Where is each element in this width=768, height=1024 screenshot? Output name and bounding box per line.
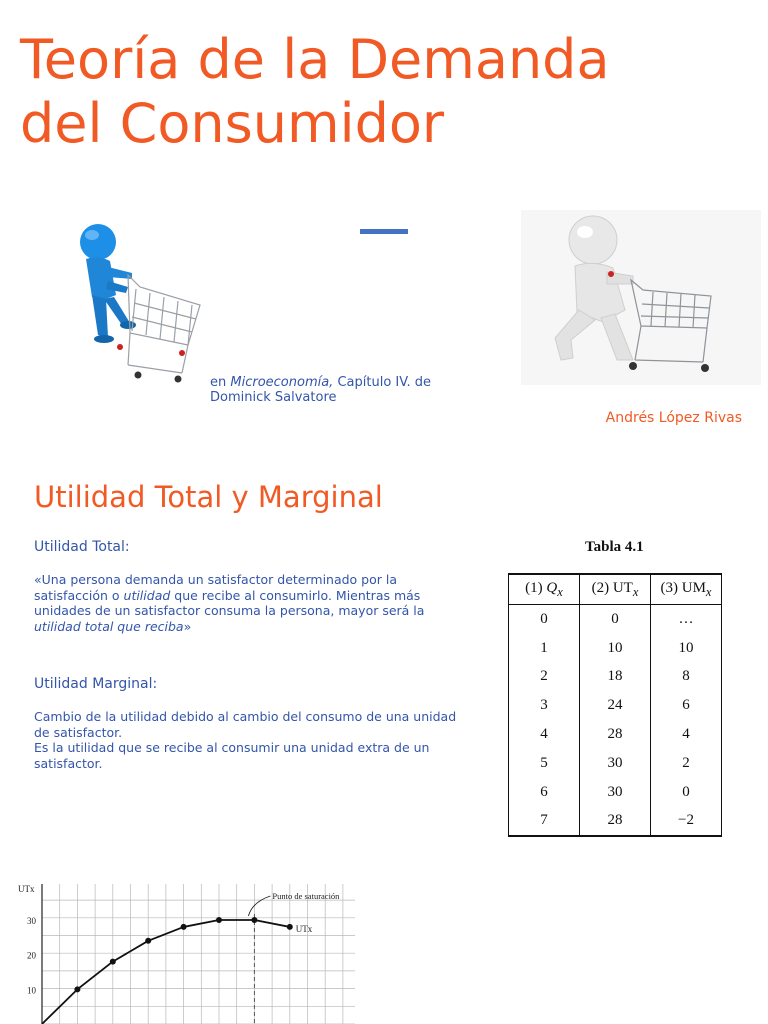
table-cell: 6 <box>651 691 722 720</box>
data-point <box>287 924 293 930</box>
credit-prefix: en <box>210 375 231 390</box>
table-cell: 10 <box>580 634 651 663</box>
total-utility-text <box>34 572 474 634</box>
marginal-text-2: Es la utilidad que se recibe al consumir una unidad extra de un satisfactor. <box>34 740 430 771</box>
total-text-c: » <box>183 618 192 634</box>
slide-title <box>20 28 610 156</box>
y-tick-label: 10 <box>27 985 36 996</box>
table-cell: 5 <box>509 749 580 778</box>
data-point <box>74 986 80 992</box>
author-name: Andrés López Rivas <box>605 410 742 426</box>
table-cell: 28 <box>580 807 651 837</box>
table-cell: 18 <box>580 663 651 692</box>
table-cell: … <box>651 605 722 634</box>
table-cell: 30 <box>580 749 651 778</box>
total-text-em2: utilidad total que reciba <box>34 618 184 634</box>
table-cell: 6 <box>509 778 580 807</box>
marginal-utility-label: Utilidad Marginal: <box>34 676 158 692</box>
section-title: Utilidad Total y Marginal <box>34 480 383 514</box>
annotation-leader <box>248 896 270 916</box>
table-header-row <box>509 574 722 605</box>
table-cell: 7 <box>509 807 580 837</box>
table-row <box>509 634 722 663</box>
table-cell: 0 <box>580 605 651 634</box>
credit-book-title: Microeconomía, <box>230 375 334 390</box>
credit-author: Dominick Salvatore <box>210 390 337 405</box>
y-tick-label: 30 <box>27 916 36 926</box>
table-cell: 0 <box>651 778 722 807</box>
data-point <box>181 924 187 930</box>
blue-shopper-figure-icon <box>70 215 210 385</box>
table-row <box>509 663 722 692</box>
total-utility-label: Utilidad Total: <box>34 539 130 555</box>
data-point <box>251 917 257 923</box>
table-cell: 4 <box>651 720 722 749</box>
table-cell: 8 <box>651 663 722 692</box>
table-cell: 2 <box>509 663 580 692</box>
y-axis-label: UTx <box>18 884 35 894</box>
table-cell: −2 <box>651 807 722 837</box>
header-umx <box>651 574 722 605</box>
header-qx-sub: x <box>557 584 563 599</box>
title-line-1: Teoría de la Demanda <box>20 28 610 91</box>
source-credit <box>210 375 431 405</box>
header-umx-sub: x <box>705 584 712 599</box>
data-point <box>216 917 222 923</box>
table-cell: 4 <box>509 720 580 749</box>
table-cell: 2 <box>651 749 722 778</box>
table-row <box>509 720 722 749</box>
table-cell: 28 <box>580 720 651 749</box>
y-tick-label: 20 <box>27 950 36 961</box>
total-utility-chart <box>10 876 360 1024</box>
header-utx <box>580 574 651 605</box>
table-cell: 0 <box>509 605 580 634</box>
utility-table <box>508 573 722 837</box>
table-cell: 10 <box>651 634 722 663</box>
header-qx <box>509 574 580 605</box>
header-qx-symbol: Q <box>546 579 558 596</box>
header-utx-sub: x <box>632 584 639 599</box>
table-row <box>509 807 722 837</box>
table-cell: 24 <box>580 691 651 720</box>
total-text-em: utilidad <box>123 587 171 603</box>
marginal-utility-text <box>34 709 474 771</box>
table-row <box>509 691 722 720</box>
annotation-label: Punto de saturación <box>272 891 340 901</box>
header-qx-pre: (1) <box>525 579 547 596</box>
table-caption: Tabla 4.1 <box>585 539 644 555</box>
table-cell: 30 <box>580 778 651 807</box>
header-umx-pre: (3) UM <box>660 579 706 596</box>
table-cell: 3 <box>509 691 580 720</box>
total-text-a: «Una persona demanda un satisfactor determinado por la satisfacción o <box>34 572 398 603</box>
white-shopper-figure-icon <box>521 210 761 385</box>
credit-rest: Capítulo IV. de <box>333 375 431 390</box>
title-dash-decoration <box>360 229 408 234</box>
table-row <box>509 778 722 807</box>
total-text-b: que recibe al consumirlo. Mientras más unidades de un satisfactor consuma la persona, mayor será la <box>34 587 425 618</box>
header-utx-pre: (2) UT <box>591 579 633 596</box>
table-cell: 1 <box>509 634 580 663</box>
data-point <box>145 938 151 944</box>
data-point <box>110 959 116 965</box>
table-row <box>509 749 722 778</box>
title-line-2: del Consumidor <box>20 92 445 155</box>
table-row <box>509 605 722 634</box>
series-label: UTx <box>295 923 313 934</box>
marginal-text-1: Cambio de la utilidad debido al cambio del consumo de una unidad de satisfactor. <box>34 709 457 740</box>
